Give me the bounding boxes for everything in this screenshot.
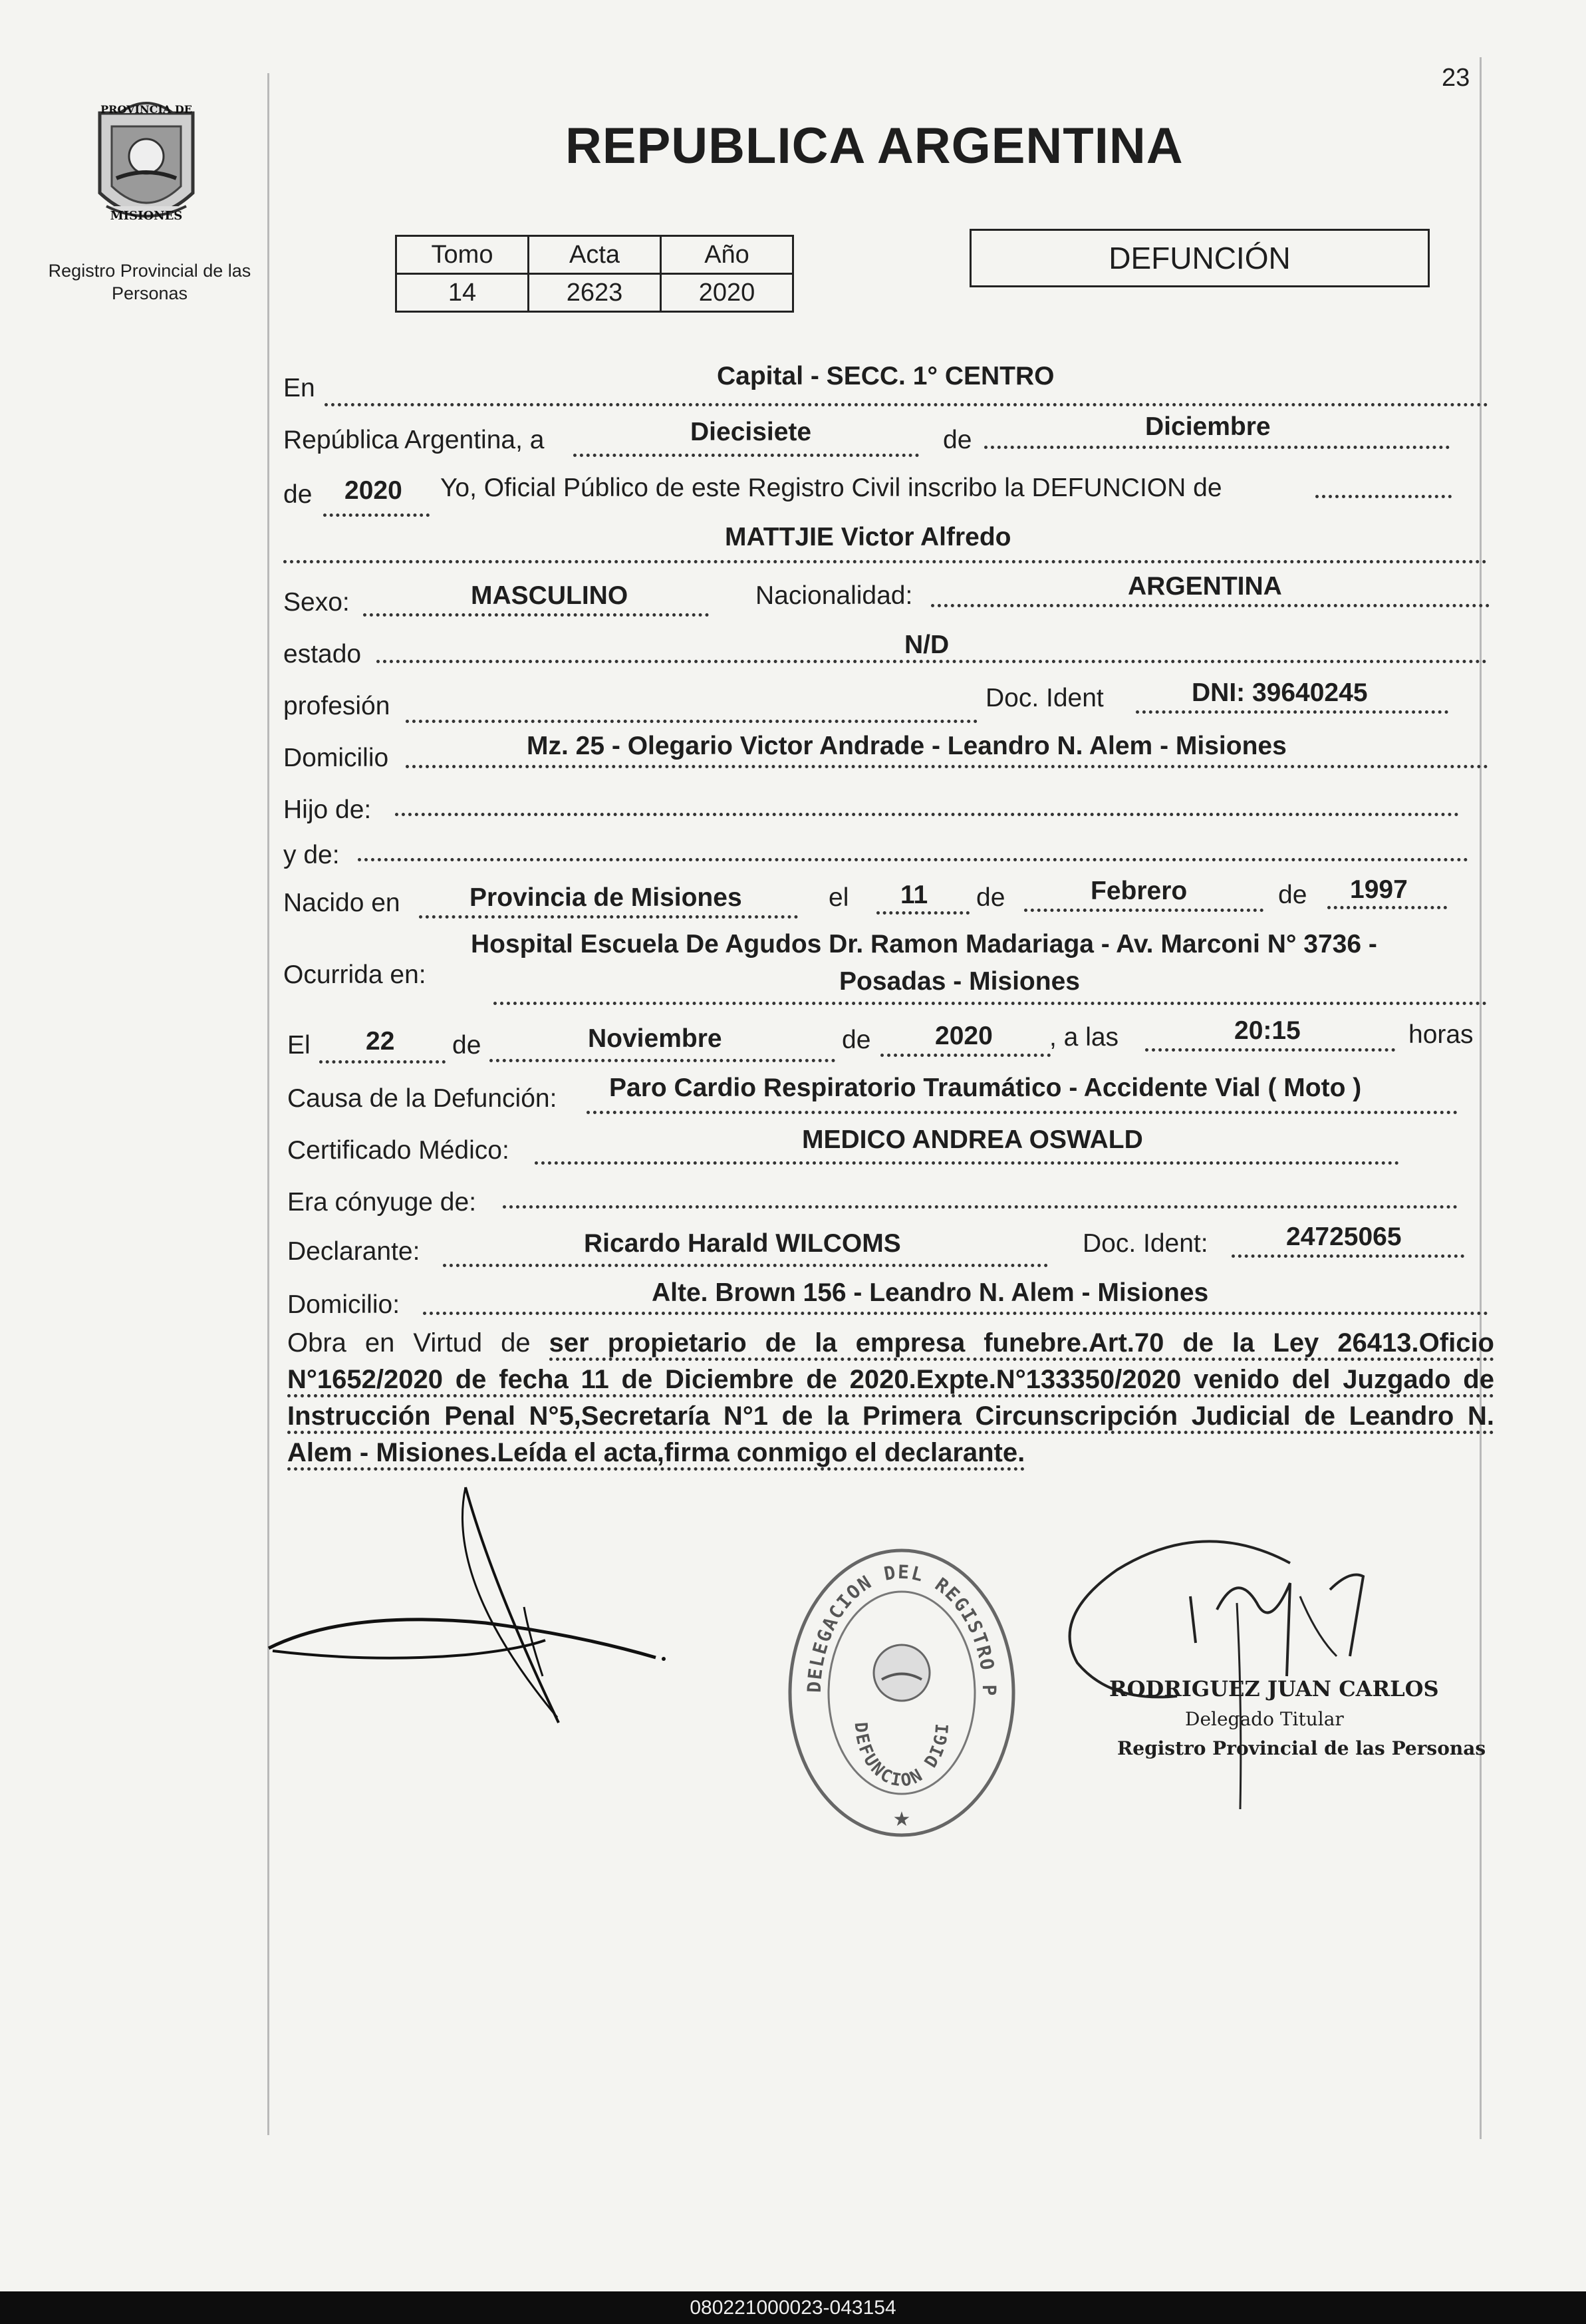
declarante-value: Ricardo Harald WILCOMS — [584, 1229, 901, 1258]
causa-label: Causa de la Defunción: — [287, 1084, 557, 1113]
birth-year-line — [1327, 906, 1447, 909]
year-line — [323, 513, 430, 517]
header-ano: Año — [661, 236, 793, 274]
estado-value: N/D — [904, 631, 950, 659]
record-type-box: DEFUNCIÓN — [970, 229, 1430, 287]
republica-label: República Argentina, a — [283, 426, 545, 454]
province-logo — [80, 93, 213, 239]
sexo-label: Sexo: — [283, 588, 350, 617]
death-el-label: El — [287, 1031, 311, 1060]
inscription-line — [1315, 495, 1452, 498]
decl-doc-value: 24725065 — [1286, 1223, 1402, 1251]
sexo-value: MASCULINO — [471, 581, 628, 610]
hijo-label: Hijo de: — [283, 796, 372, 824]
stamp-inner-text: DEFUNCION DIGI — [850, 1721, 954, 1791]
causa-value: Paro Cardio Respiratorio Traumático - Accidente Vial ( Moto ) — [609, 1074, 1362, 1102]
decl-doc-line — [1232, 1254, 1464, 1258]
value-acta: 2623 — [529, 274, 661, 312]
header-acta: Acta — [529, 236, 661, 274]
birth-de-label-2: de — [1278, 881, 1307, 909]
conyuge-line — [503, 1205, 1458, 1209]
nacido-line — [419, 915, 798, 919]
obra-label: Obra en Virtud de — [287, 1328, 531, 1358]
day-line — [573, 454, 919, 457]
official-stamp — [782, 1543, 1021, 1842]
certificado-label: Certificado Médico: — [287, 1136, 509, 1165]
header-tomo: Tomo — [396, 236, 529, 274]
year-value: 2020 — [344, 476, 402, 505]
de-label: de — [943, 426, 972, 454]
domicilio-label: Domicilio — [283, 744, 389, 772]
estado-line — [376, 660, 1487, 663]
domicilio-value: Mz. 25 - Olegario Victor Andrade - Leandro N. Alem - Misiones — [527, 732, 1287, 760]
doc-line — [1136, 710, 1448, 714]
logo-caption: Registro Provincial de las Personas — [48, 261, 251, 303]
value-ano: 2020 — [661, 274, 793, 312]
barcode-footer — [0, 2291, 1586, 2324]
birth-day: 11 — [900, 881, 928, 909]
ocurrida-line1: Hospital Escuela De Agudos Dr. Ramon Madariaga - Av. Marconi N° 3736 - — [471, 930, 1377, 958]
name-line — [283, 560, 1487, 563]
alas-label: , a las — [1049, 1023, 1119, 1052]
document-title: REPUBLICA ARGENTINA — [565, 118, 1184, 174]
birth-month-line — [1024, 909, 1263, 912]
deceased-name: MATTJIE Victor Alfredo — [725, 523, 1011, 551]
left-margin-line — [267, 73, 269, 2135]
nacido-label: Nacido en — [283, 889, 400, 917]
register-table — [395, 235, 794, 313]
el-label: el — [829, 883, 849, 912]
death-day: 22 — [366, 1027, 395, 1056]
estado-label: estado — [283, 640, 362, 668]
ocurrida-line2: Posadas - Misiones — [839, 967, 1080, 996]
ocurrida-line — [493, 1002, 1487, 1005]
declarante-label: Declarante: — [287, 1237, 420, 1266]
death-year-line — [880, 1054, 1051, 1057]
declarante-line — [443, 1264, 1048, 1267]
sexo-line — [363, 613, 709, 617]
death-de-label: de — [452, 1031, 481, 1060]
death-month-line — [489, 1059, 835, 1062]
page-number: 23 — [1442, 64, 1470, 92]
inscription-text: Yo, Oficial Público de este Registro Civil inscribo la DEFUNCION de — [440, 474, 1222, 502]
conyuge-label: Era cónyuge de: — [287, 1188, 477, 1217]
nacido-value: Provincia de Misiones — [469, 883, 742, 912]
logo-bottom-text: MISIONES — [110, 209, 183, 223]
hijo-line — [395, 813, 1459, 816]
death-time: 20:15 — [1234, 1016, 1301, 1045]
barcode-text: 080221000023-043154 — [690, 2297, 896, 2319]
en-line — [325, 403, 1488, 406]
officer-name: RODRIGUEZ JUAN CARLOS — [1109, 1676, 1439, 1701]
logo-top-text: PROVINCIA DE — [100, 103, 192, 116]
horas-label: horas — [1408, 1020, 1474, 1049]
causa-line — [587, 1111, 1458, 1114]
yde-line — [358, 858, 1468, 861]
year-label: de — [283, 480, 313, 509]
birth-day-line — [876, 911, 970, 915]
doc-value: DNI: 39640245 — [1192, 678, 1368, 707]
officer-office: Registro Provincial de las Personas — [1117, 1737, 1486, 1759]
ocurrida-label: Ocurrida en: — [283, 960, 426, 989]
officer-role: Delegado Titular — [1185, 1708, 1344, 1730]
death-year: 2020 — [935, 1022, 993, 1050]
obra-value: ser propietario de la empresa funebre.Art.70 de la Ley 26413.Oficio N°1652/2020 de fecha 11 de Diciembre de 2020.Expte.N°133350/2020 venido del Juzgado de Instrucción Penal N°5,Secretaría N°1 de la Primera Circunscripción Judicial de Leandro N. Alem - Misiones.Leída el acta,firma conmigo el declarante. — [287, 1328, 1494, 1471]
decl-doc-label: Doc. Ident: — [1083, 1229, 1208, 1258]
birth-month: Febrero — [1091, 877, 1188, 905]
domicilio-line — [406, 765, 1488, 768]
en-label: En — [283, 374, 315, 402]
profesion-label: profesión — [283, 692, 390, 720]
declarant-signature — [266, 1483, 692, 1763]
nacionalidad-line — [931, 604, 1490, 607]
birth-de-label: de — [976, 883, 1005, 912]
right-margin-line — [1480, 57, 1482, 2139]
svg-text:★: ★ — [892, 1809, 911, 1830]
obra-paragraph — [287, 1325, 1494, 1471]
officer-signature — [1037, 1530, 1410, 1816]
month-value: Diciembre — [1145, 412, 1271, 441]
death-day-line — [319, 1060, 446, 1064]
doc-label: Doc. Ident — [986, 684, 1104, 712]
nacionalidad-label: Nacionalidad: — [755, 581, 913, 610]
stamp-outer-text: DELEGACION DEL REGISTRO P — [803, 1560, 1001, 1697]
profesion-line — [406, 720, 978, 723]
certificado-value: MEDICO ANDREA OSWALD — [802, 1125, 1143, 1154]
decl-domicilio-line — [423, 1312, 1488, 1315]
nacionalidad-value: ARGENTINA — [1128, 572, 1282, 601]
decl-domicilio-value: Alte. Brown 156 - Leandro N. Alem - Misiones — [652, 1278, 1209, 1307]
death-time-line — [1145, 1048, 1395, 1052]
death-month: Noviembre — [588, 1024, 722, 1053]
en-value: Capital - SECC. 1° CENTRO — [717, 362, 1055, 390]
certificado-line — [535, 1161, 1399, 1165]
month-line — [984, 446, 1450, 449]
yde-label: y de: — [283, 841, 340, 869]
day-value: Diecisiete — [690, 418, 812, 446]
decl-domicilio-label: Domicilio: — [287, 1290, 400, 1319]
birth-year: 1997 — [1350, 875, 1408, 904]
death-de-label-2: de — [842, 1026, 871, 1054]
value-tomo: 14 — [396, 274, 529, 312]
